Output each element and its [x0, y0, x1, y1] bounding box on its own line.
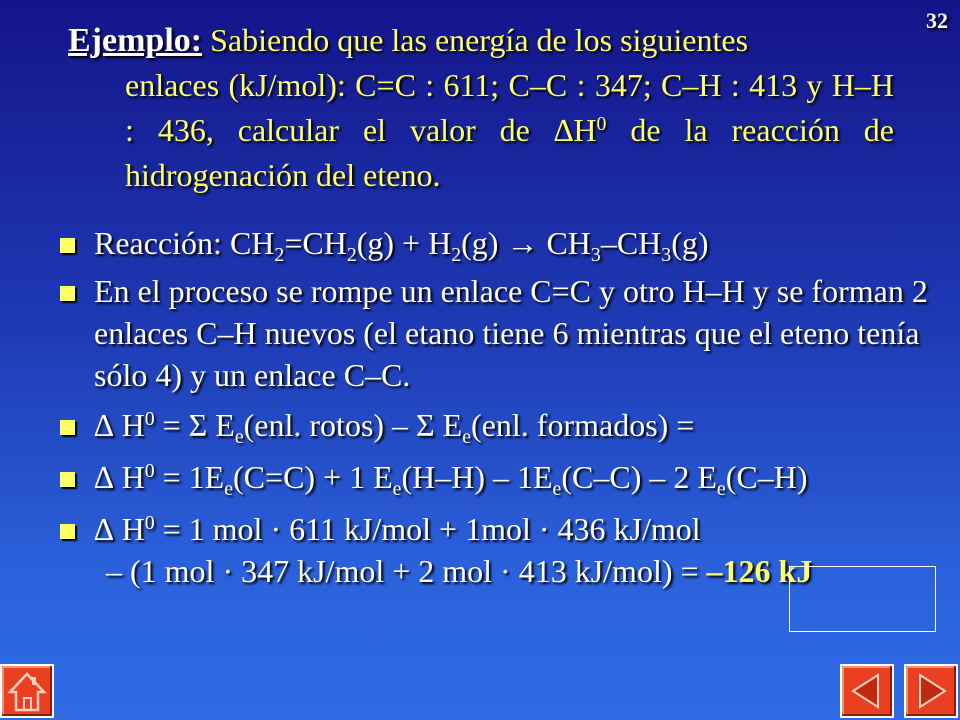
bullet-list [58, 222, 928, 600]
next-slide-button[interactable] [904, 664, 958, 718]
result-highlight-box [789, 566, 936, 632]
previous-slide-button[interactable] [840, 664, 894, 718]
example-body-sup: 0 [596, 113, 607, 136]
bullet-square-icon [60, 524, 75, 539]
bullet-square-icon [60, 238, 75, 253]
arrow-right-icon [906, 666, 956, 716]
bullet-formula-general [58, 404, 928, 446]
home-button[interactable] [0, 664, 54, 718]
bullet-reaction [58, 222, 928, 264]
formula-terms-text: ∆ $H^0 = 1E_e(C=C) + 1$ $E_e(H-H) - 1E_e(C-C) - 2$ $E_e(C-H)$ [94, 459, 808, 500]
bullet-formula-terms [58, 456, 928, 498]
bullet-process [58, 270, 928, 396]
bullet-square-icon [60, 472, 75, 487]
bullet-square-icon [60, 420, 75, 435]
arrow-left-icon [842, 666, 892, 716]
result-value: –126 kJ [706, 553, 813, 589]
formula-values-line2: – (1 mol · 347 kJ/mol + 2 mol · 413 kJ/mol) = –126 kJ [106, 553, 813, 589]
example-label: Ejemplo: [68, 22, 203, 59]
process-text: En el proceso se rompe un enlace C=C y otro H–H y se forman 2 enlaces C–H nuevos (el etano tiene 6 mientras que el eteno tenía sólo 4) y un enlace C–C. [94, 273, 928, 393]
formula-values-text: ∆ $H^0 = 1$ mol · 611 kJ/mol + 1mol · 436 kJ/mol – (1 mol · 347 kJ/mol + 2 mol · 413 kJ/mol) = –126 kJ [94, 511, 928, 592]
page-number: 32 [926, 8, 948, 33]
example-body [68, 63, 894, 198]
bullet-square-icon [60, 286, 75, 301]
home-icon [2, 666, 52, 716]
reaction-text: Reacción: $CH_2=CH_2(g) + H_2(g) \to CH_3-CH_3(g)$ [94, 225, 709, 266]
example-body-text: enlaces (kJ/mol): C=C : 611; C–C : 347; C–H : 413 y H–H : 436, calcular el valor de ∆H [125, 67, 894, 148]
example-statement [68, 18, 894, 198]
example-body-tail: de la reacción de hidrogenación del eteno. [125, 112, 895, 193]
example-line1: Sabiendo que las energía de los siguientes [210, 22, 749, 58]
formula-general-text: ∆ $H^0 = \Sigma$ $E_e(enl$. rotos) – Σ $E_e(enl$. formados) = [94, 407, 695, 448]
